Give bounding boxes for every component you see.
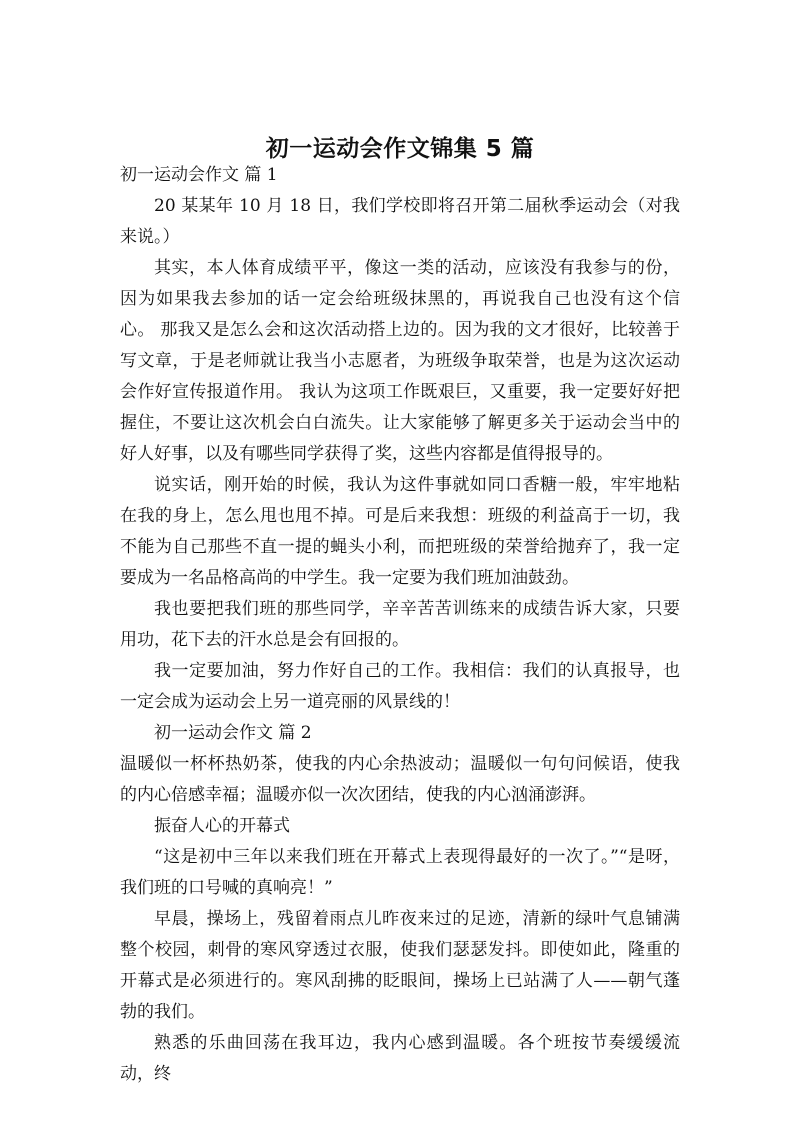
document-title: 初一运动会作文锦集 5 篇	[265, 136, 535, 163]
paragraph: 早晨，操场上，残留着雨点儿昨夜来过的足迹，清新的绿叶气息铺满整个校园，刺骨的寒风穿透过衣服，使我们瑟瑟发抖。即使如此，隆重的开幕式是必须进行的。寒风刮拂的眨眼间，操场上已站满了人——朝气蓬勃的我们。	[120, 909, 680, 1022]
paragraph: 温暖似一杯杯热奶茶，使我的内心余热波动；温暖似一句句问候语，使我的内心倍感幸福；温暖亦似一次次团结，使我的内心汹涌澎湃。	[120, 754, 680, 805]
section-heading-2: 初一运动会作文 篇 2	[154, 723, 312, 743]
document-body	[120, 160, 680, 1090]
paragraph: 我一定要加油，努力作好自己的工作。我相信：我们的认真报导，也一定会成为运动会上另一道亮丽的风景线的！	[120, 661, 680, 712]
paragraph: 说实话，刚开始的时候，我认为这件事就如同口香糖一般，牢牢地粘在我的身上，怎么甩也甩不掉。可是后来我想：班级的利益高于一切，我不能为自己那些不直一提的蝇头小利，而把班级的荣誉给抛弃了，我一定要成为一名品格高尚的中学生。我一定要为我们班加油鼓劲。	[120, 475, 680, 588]
paragraph: 20 某某年 10 月 18 日，我们学校即将召开第二届秋季运动会（对我来说。）	[120, 196, 680, 247]
paragraph: “这是初中三年以来我们班在开幕式上表现得最好的一次了。”“是呀，我们班的口号喊的真响亮！”	[120, 847, 680, 898]
paragraph: 其实，本人体育成绩平平，像这一类的活动，应该没有我参与的份，因为如果我去参加的话一定会给班级抹黑的，再说我自己也没有这个信心。 那我又是怎么会和这次活动搭上边的。因为我的文才很好，比较善于写文章，于是老师就让我当小志愿者，为班级争取荣誉，也是为这次运动会作好宣传报道作用。 我认为这项工作既艰巨，又重要，我一定要好好把握住，不要让这次机会白白流失。让大家能够了解更多关于运动会当中的好人好事，以及有哪些同学获得了奖，这些内容都是值得报导的。	[120, 258, 680, 464]
section-heading-1: 初一运动会作文 篇 1	[120, 165, 278, 185]
paragraph: 我也要把我们班的那些同学，辛辛苦苦训练来的成绩告诉大家，只要用功，花下去的汗水总是会有回报的。	[120, 599, 680, 650]
subheading: 振奋人心的开幕式	[154, 816, 290, 836]
paragraph: 熟悉的乐曲回荡在我耳边，我内心感到温暖。各个班按节奏缓缓流动，终	[120, 1033, 680, 1084]
